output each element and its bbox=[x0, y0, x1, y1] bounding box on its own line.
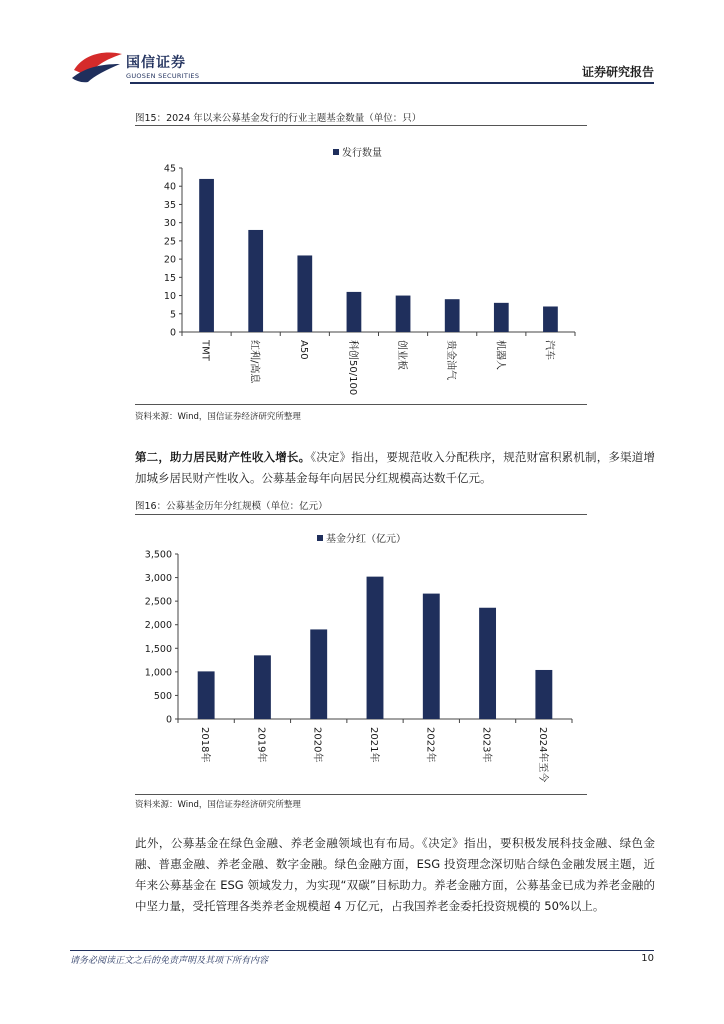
y-tick-label: 1,000 bbox=[144, 667, 172, 679]
x-tick-label: 红利/高息 bbox=[248, 340, 260, 384]
x-tick-label: 机器人 bbox=[494, 340, 506, 370]
bar bbox=[347, 292, 362, 332]
legend-label: 发行数量 bbox=[342, 148, 382, 159]
bar bbox=[494, 303, 509, 332]
paragraph-property-income bbox=[135, 447, 655, 489]
y-tick-label: 15 bbox=[163, 272, 176, 284]
bar bbox=[423, 594, 440, 719]
bar bbox=[310, 629, 327, 719]
bar bbox=[367, 577, 384, 719]
figure15-caption: 图15：2024 年以来公募基金发行的行业主题基金数量（单位：只） bbox=[135, 113, 422, 124]
legend-swatch bbox=[317, 535, 323, 541]
figure15-source: 资料来源：Wind，国信证券经济研究所整理 bbox=[135, 412, 301, 422]
footer-disclaimer: 请务必阅读正文之后的免责声明及其项下所有内容 bbox=[70, 956, 269, 966]
x-tick-label: 科创50/100 bbox=[346, 340, 358, 396]
bar bbox=[543, 306, 558, 332]
figure16-source: 资料来源：Wind，国信证券经济研究所整理 bbox=[135, 800, 301, 810]
bar bbox=[479, 608, 496, 719]
bar bbox=[297, 255, 312, 332]
y-tick-label: 35 bbox=[163, 199, 176, 211]
figure16-top-rule bbox=[135, 514, 587, 515]
x-tick-label: 汽车 bbox=[543, 340, 555, 360]
x-tick-label: 2023年 bbox=[480, 727, 492, 763]
x-tick-label: 2024年至今 bbox=[536, 727, 548, 783]
y-tick-label: 5 bbox=[169, 309, 176, 321]
bar bbox=[198, 671, 215, 719]
y-tick-label: 2,500 bbox=[144, 596, 172, 608]
figure15-bottom-rule bbox=[135, 404, 587, 405]
x-tick-label: 2022年 bbox=[424, 727, 436, 763]
y-tick-label: 45 bbox=[163, 163, 176, 175]
page-number: 10 bbox=[641, 953, 654, 964]
paragraph-lead: 第二，助力居民财产性收入增长。 bbox=[135, 450, 311, 464]
x-tick-label: 2018年 bbox=[199, 727, 211, 763]
brand-name-cn: 国信证券 bbox=[126, 55, 186, 71]
bar bbox=[396, 296, 411, 332]
y-tick-label: 0 bbox=[169, 327, 176, 339]
bar bbox=[254, 655, 271, 719]
y-tick-label: 10 bbox=[163, 291, 176, 303]
bar bbox=[248, 230, 263, 332]
figure15-top-rule bbox=[135, 125, 587, 126]
report-type: 证券研究报告 bbox=[581, 65, 654, 79]
y-tick-label: 3,000 bbox=[144, 573, 172, 585]
figure15-chart bbox=[135, 132, 587, 400]
x-tick-label: 创业板 bbox=[396, 340, 408, 370]
x-tick-label: 2019年 bbox=[255, 727, 267, 763]
y-tick-label: 25 bbox=[163, 236, 176, 248]
legend-swatch bbox=[333, 149, 339, 155]
x-tick-label: 2020年 bbox=[311, 727, 323, 763]
figure16-caption: 图16：公募基金历年分红规模（单位：亿元） bbox=[135, 501, 328, 512]
y-tick-label: 3,500 bbox=[144, 549, 172, 561]
figure16-chart bbox=[135, 522, 587, 790]
legend-label: 基金分红（亿元） bbox=[326, 534, 406, 545]
paragraph-body: 《决定》指出，要规范收入分配秩序，规范财富积累机制，多渠道增加城乡居民财产性收入。公募基金每年向居民分红规模高达数千亿元。 bbox=[135, 450, 655, 485]
bar bbox=[199, 179, 214, 332]
x-tick-label: 2021年 bbox=[368, 727, 379, 763]
bar bbox=[535, 670, 552, 719]
x-tick-label: A50 bbox=[297, 340, 309, 360]
y-tick-label: 20 bbox=[163, 254, 176, 266]
x-tick-label: TMT bbox=[199, 340, 211, 361]
brand-name-en: GUOSEN SECURITIES bbox=[126, 72, 200, 80]
y-tick-label: 30 bbox=[163, 218, 176, 230]
y-tick-label: 40 bbox=[163, 181, 176, 193]
y-tick-label: 500 bbox=[153, 690, 172, 702]
footer-rule bbox=[70, 950, 654, 951]
y-tick-label: 1,500 bbox=[144, 643, 172, 655]
y-tick-label: 0 bbox=[165, 714, 172, 726]
bar bbox=[445, 299, 460, 332]
x-tick-label: 贵金油气 bbox=[445, 340, 457, 380]
header-rule bbox=[130, 82, 654, 84]
figure16-bottom-rule bbox=[135, 794, 587, 795]
paragraph-green-pension: 此外，公募基金在绿色金融、养老金融领域也有布局。《决定》指出，要积极发展科技金融、绿色金融、普惠金融、养老金融、数字金融。绿色金融方面，ESG 投资理念深切贴合绿色金融发展主题，近年来公募基金在 ESG 领域发力，为实现“双碳”目标助力。养老金融方面，公募基金已成为养老金融的中坚力量，受托管理各类养老金规模超 4 万亿元，占我国养老金委托投资规模的 50%以上。 bbox=[135, 836, 655, 913]
y-tick-label: 2,000 bbox=[144, 620, 172, 632]
